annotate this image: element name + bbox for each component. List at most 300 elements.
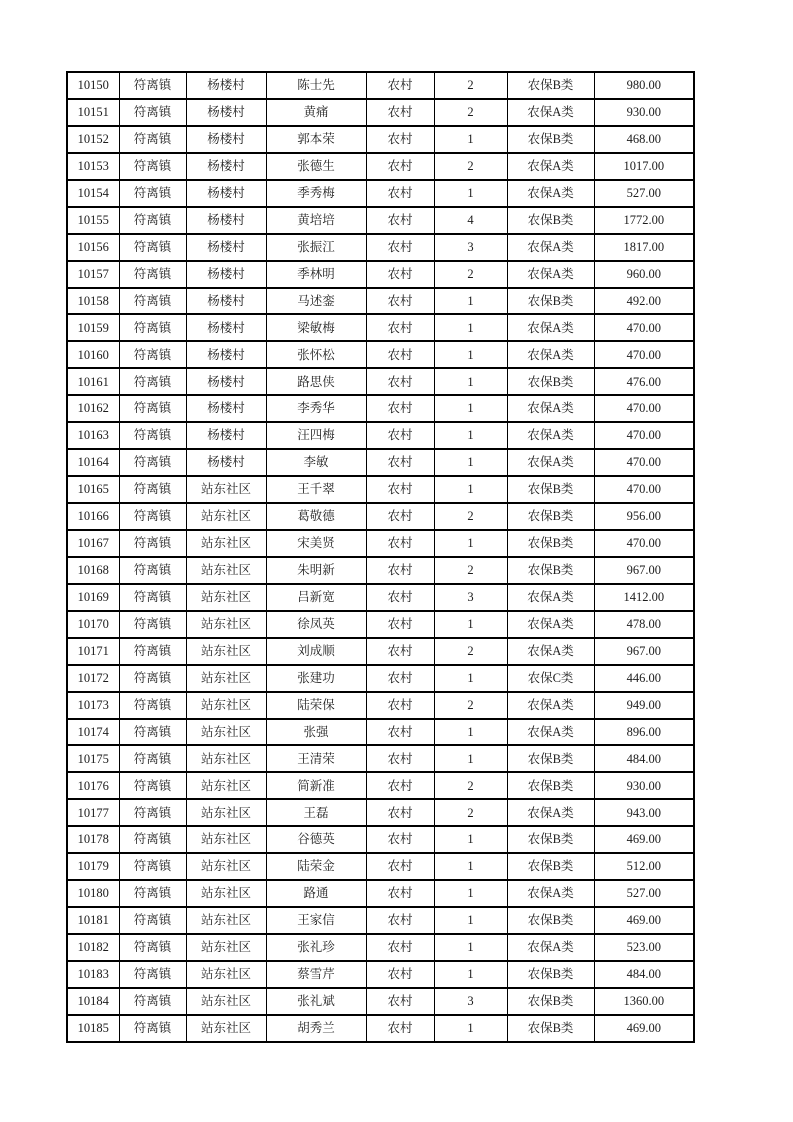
cell-record-id: 10176 xyxy=(67,772,119,799)
cell-insurance-type: 农保B类 xyxy=(507,745,594,772)
cell-village-name: 杨楼村 xyxy=(186,422,266,449)
table-row xyxy=(67,1015,694,1042)
table-row xyxy=(67,988,694,1015)
cell-person-name: 张德生 xyxy=(266,153,366,180)
cell-insurance-type: 农保B类 xyxy=(507,368,594,395)
cell-person-name: 张建功 xyxy=(266,665,366,692)
cell-insurance-type: 农保B类 xyxy=(507,530,594,557)
cell-village-name: 站东社区 xyxy=(186,745,266,772)
cell-record-id: 10182 xyxy=(67,934,119,961)
cell-residence-type: 农村 xyxy=(366,153,434,180)
cell-record-id: 10167 xyxy=(67,530,119,557)
cell-residence-type: 农村 xyxy=(366,961,434,988)
cell-amount: 967.00 xyxy=(594,557,694,584)
cell-town-name: 符离镇 xyxy=(119,826,186,853)
cell-insurance-type: 农保B类 xyxy=(507,207,594,234)
cell-record-id: 10159 xyxy=(67,314,119,341)
cell-person-count: 1 xyxy=(434,880,507,907)
cell-amount: 980.00 xyxy=(594,72,694,99)
cell-person-count: 1 xyxy=(434,126,507,153)
cell-person-name: 胡秀兰 xyxy=(266,1015,366,1042)
cell-record-id: 10184 xyxy=(67,988,119,1015)
cell-record-id: 10163 xyxy=(67,422,119,449)
table-row xyxy=(67,288,694,315)
cell-town-name: 符离镇 xyxy=(119,422,186,449)
cell-insurance-type: 农保A类 xyxy=(507,799,594,826)
cell-residence-type: 农村 xyxy=(366,799,434,826)
table-row xyxy=(67,261,694,288)
cell-person-count: 1 xyxy=(434,826,507,853)
cell-village-name: 杨楼村 xyxy=(186,72,266,99)
table-row xyxy=(67,719,694,746)
table-row xyxy=(67,153,694,180)
cell-person-count: 1 xyxy=(434,314,507,341)
cell-record-id: 10175 xyxy=(67,745,119,772)
cell-person-name: 王清荣 xyxy=(266,745,366,772)
cell-town-name: 符离镇 xyxy=(119,611,186,638)
cell-residence-type: 农村 xyxy=(366,988,434,1015)
cell-person-name: 王磊 xyxy=(266,799,366,826)
cell-record-id: 10162 xyxy=(67,395,119,422)
cell-residence-type: 农村 xyxy=(366,880,434,907)
table-row xyxy=(67,853,694,880)
cell-person-name: 葛敬德 xyxy=(266,503,366,530)
cell-village-name: 站东社区 xyxy=(186,880,266,907)
cell-residence-type: 农村 xyxy=(366,207,434,234)
table-row xyxy=(67,745,694,772)
cell-insurance-type: 农保B类 xyxy=(507,557,594,584)
cell-town-name: 符离镇 xyxy=(119,126,186,153)
cell-record-id: 10152 xyxy=(67,126,119,153)
cell-person-count: 3 xyxy=(434,988,507,1015)
cell-person-name: 陈士先 xyxy=(266,72,366,99)
cell-amount: 960.00 xyxy=(594,261,694,288)
cell-person-name: 简新准 xyxy=(266,772,366,799)
cell-person-count: 1 xyxy=(434,341,507,368)
table-row xyxy=(67,799,694,826)
cell-amount: 896.00 xyxy=(594,719,694,746)
cell-village-name: 站东社区 xyxy=(186,907,266,934)
cell-record-id: 10166 xyxy=(67,503,119,530)
cell-village-name: 站东社区 xyxy=(186,961,266,988)
cell-amount: 967.00 xyxy=(594,638,694,665)
cell-insurance-type: 农保B类 xyxy=(507,1015,594,1042)
cell-town-name: 符离镇 xyxy=(119,1015,186,1042)
table-row xyxy=(67,611,694,638)
cell-village-name: 站东社区 xyxy=(186,476,266,503)
cell-insurance-type: 农保A类 xyxy=(507,692,594,719)
cell-village-name: 站东社区 xyxy=(186,772,266,799)
cell-town-name: 符离镇 xyxy=(119,153,186,180)
cell-insurance-type: 农保A类 xyxy=(507,638,594,665)
cell-person-count: 1 xyxy=(434,422,507,449)
cell-person-count: 1 xyxy=(434,180,507,207)
cell-amount: 470.00 xyxy=(594,530,694,557)
cell-record-id: 10169 xyxy=(67,584,119,611)
cell-village-name: 站东社区 xyxy=(186,530,266,557)
cell-amount: 523.00 xyxy=(594,934,694,961)
cell-town-name: 符离镇 xyxy=(119,207,186,234)
cell-residence-type: 农村 xyxy=(366,72,434,99)
cell-insurance-type: 农保B类 xyxy=(507,503,594,530)
cell-village-name: 杨楼村 xyxy=(186,234,266,261)
cell-residence-type: 农村 xyxy=(366,99,434,126)
cell-amount: 956.00 xyxy=(594,503,694,530)
cell-village-name: 站东社区 xyxy=(186,503,266,530)
cell-town-name: 符离镇 xyxy=(119,907,186,934)
cell-town-name: 符离镇 xyxy=(119,180,186,207)
cell-record-id: 10173 xyxy=(67,692,119,719)
cell-person-count: 1 xyxy=(434,449,507,476)
cell-person-count: 2 xyxy=(434,692,507,719)
cell-village-name: 站东社区 xyxy=(186,988,266,1015)
cell-residence-type: 农村 xyxy=(366,557,434,584)
cell-insurance-type: 农保B类 xyxy=(507,126,594,153)
cell-insurance-type: 农保B类 xyxy=(507,907,594,934)
cell-person-name: 陆荣金 xyxy=(266,853,366,880)
cell-person-count: 3 xyxy=(434,234,507,261)
cell-amount: 1017.00 xyxy=(594,153,694,180)
table-row xyxy=(67,692,694,719)
cell-record-id: 10168 xyxy=(67,557,119,584)
cell-amount: 949.00 xyxy=(594,692,694,719)
table-row xyxy=(67,126,694,153)
cell-person-count: 2 xyxy=(434,261,507,288)
cell-insurance-type: 农保C类 xyxy=(507,665,594,692)
cell-town-name: 符离镇 xyxy=(119,530,186,557)
cell-town-name: 符离镇 xyxy=(119,314,186,341)
cell-record-id: 10165 xyxy=(67,476,119,503)
cell-insurance-type: 农保A类 xyxy=(507,934,594,961)
cell-person-count: 2 xyxy=(434,99,507,126)
cell-village-name: 站东社区 xyxy=(186,692,266,719)
cell-town-name: 符离镇 xyxy=(119,772,186,799)
cell-record-id: 10158 xyxy=(67,288,119,315)
cell-amount: 527.00 xyxy=(594,180,694,207)
cell-amount: 470.00 xyxy=(594,341,694,368)
cell-town-name: 符离镇 xyxy=(119,934,186,961)
cell-amount: 470.00 xyxy=(594,395,694,422)
cell-record-id: 10181 xyxy=(67,907,119,934)
table-row xyxy=(67,530,694,557)
cell-insurance-type: 农保B类 xyxy=(507,853,594,880)
cell-village-name: 站东社区 xyxy=(186,719,266,746)
table-row xyxy=(67,314,694,341)
cell-person-name: 路通 xyxy=(266,880,366,907)
cell-person-name: 季林明 xyxy=(266,261,366,288)
cell-amount: 512.00 xyxy=(594,853,694,880)
cell-town-name: 符离镇 xyxy=(119,880,186,907)
cell-person-count: 1 xyxy=(434,907,507,934)
cell-insurance-type: 农保B类 xyxy=(507,288,594,315)
cell-amount: 470.00 xyxy=(594,422,694,449)
cell-residence-type: 农村 xyxy=(366,395,434,422)
cell-village-name: 杨楼村 xyxy=(186,153,266,180)
cell-residence-type: 农村 xyxy=(366,180,434,207)
cell-amount: 469.00 xyxy=(594,826,694,853)
cell-person-count: 1 xyxy=(434,719,507,746)
cell-residence-type: 农村 xyxy=(366,665,434,692)
cell-person-count: 1 xyxy=(434,530,507,557)
table-row xyxy=(67,772,694,799)
cell-person-name: 季秀梅 xyxy=(266,180,366,207)
cell-town-name: 符离镇 xyxy=(119,261,186,288)
cell-person-count: 1 xyxy=(434,611,507,638)
cell-town-name: 符离镇 xyxy=(119,988,186,1015)
cell-insurance-type: 农保A类 xyxy=(507,449,594,476)
cell-residence-type: 农村 xyxy=(366,772,434,799)
table-row xyxy=(67,476,694,503)
cell-residence-type: 农村 xyxy=(366,422,434,449)
cell-person-name: 张强 xyxy=(266,719,366,746)
cell-insurance-type: 农保A类 xyxy=(507,395,594,422)
cell-town-name: 符离镇 xyxy=(119,557,186,584)
cell-person-name: 刘成顺 xyxy=(266,638,366,665)
cell-residence-type: 农村 xyxy=(366,745,434,772)
cell-village-name: 站东社区 xyxy=(186,826,266,853)
cell-residence-type: 农村 xyxy=(366,234,434,261)
cell-person-count: 2 xyxy=(434,153,507,180)
cell-town-name: 符离镇 xyxy=(119,799,186,826)
cell-record-id: 10154 xyxy=(67,180,119,207)
cell-person-count: 1 xyxy=(434,395,507,422)
cell-insurance-type: 农保A类 xyxy=(507,261,594,288)
cell-insurance-type: 农保A类 xyxy=(507,314,594,341)
cell-amount: 1360.00 xyxy=(594,988,694,1015)
cell-person-name: 梁敏梅 xyxy=(266,314,366,341)
cell-village-name: 站东社区 xyxy=(186,934,266,961)
cell-town-name: 符离镇 xyxy=(119,72,186,99)
cell-person-count: 1 xyxy=(434,368,507,395)
cell-person-count: 2 xyxy=(434,72,507,99)
cell-amount: 527.00 xyxy=(594,880,694,907)
cell-insurance-type: 农保A类 xyxy=(507,341,594,368)
cell-record-id: 10171 xyxy=(67,638,119,665)
cell-person-name: 黄痛 xyxy=(266,99,366,126)
cell-village-name: 站东社区 xyxy=(186,557,266,584)
table-row xyxy=(67,341,694,368)
cell-village-name: 站东社区 xyxy=(186,799,266,826)
cell-record-id: 10151 xyxy=(67,99,119,126)
cell-person-name: 马述銮 xyxy=(266,288,366,315)
cell-village-name: 杨楼村 xyxy=(186,180,266,207)
table-row xyxy=(67,180,694,207)
cell-person-name: 张怀松 xyxy=(266,341,366,368)
cell-record-id: 10157 xyxy=(67,261,119,288)
cell-amount: 484.00 xyxy=(594,745,694,772)
table-row xyxy=(67,961,694,988)
cell-record-id: 10172 xyxy=(67,665,119,692)
cell-person-name: 徐凤英 xyxy=(266,611,366,638)
cell-insurance-type: 农保B类 xyxy=(507,476,594,503)
cell-amount: 470.00 xyxy=(594,449,694,476)
cell-person-count: 1 xyxy=(434,961,507,988)
cell-amount: 468.00 xyxy=(594,126,694,153)
cell-person-name: 谷德英 xyxy=(266,826,366,853)
cell-residence-type: 农村 xyxy=(366,503,434,530)
cell-town-name: 符离镇 xyxy=(119,692,186,719)
cell-amount: 1817.00 xyxy=(594,234,694,261)
cell-town-name: 符离镇 xyxy=(119,341,186,368)
cell-insurance-type: 农保B类 xyxy=(507,826,594,853)
cell-person-count: 3 xyxy=(434,584,507,611)
cell-record-id: 10160 xyxy=(67,341,119,368)
cell-amount: 930.00 xyxy=(594,99,694,126)
cell-amount: 469.00 xyxy=(594,1015,694,1042)
cell-person-count: 2 xyxy=(434,772,507,799)
cell-person-name: 朱明新 xyxy=(266,557,366,584)
cell-residence-type: 农村 xyxy=(366,638,434,665)
cell-person-count: 2 xyxy=(434,638,507,665)
cell-residence-type: 农村 xyxy=(366,826,434,853)
cell-town-name: 符离镇 xyxy=(119,638,186,665)
cell-town-name: 符离镇 xyxy=(119,395,186,422)
cell-insurance-type: 农保A类 xyxy=(507,234,594,261)
cell-residence-type: 农村 xyxy=(366,341,434,368)
cell-insurance-type: 农保B类 xyxy=(507,72,594,99)
cell-record-id: 10161 xyxy=(67,368,119,395)
cell-person-name: 李敏 xyxy=(266,449,366,476)
cell-insurance-type: 农保B类 xyxy=(507,961,594,988)
cell-town-name: 符离镇 xyxy=(119,476,186,503)
cell-person-count: 1 xyxy=(434,288,507,315)
cell-person-count: 1 xyxy=(434,745,507,772)
table-body xyxy=(67,72,694,1042)
cell-town-name: 符离镇 xyxy=(119,288,186,315)
cell-village-name: 站东社区 xyxy=(186,611,266,638)
cell-record-id: 10179 xyxy=(67,853,119,880)
table-row xyxy=(67,503,694,530)
table-row xyxy=(67,638,694,665)
cell-village-name: 杨楼村 xyxy=(186,99,266,126)
cell-town-name: 符离镇 xyxy=(119,719,186,746)
table-row xyxy=(67,99,694,126)
cell-town-name: 符离镇 xyxy=(119,961,186,988)
cell-person-count: 1 xyxy=(434,853,507,880)
cell-record-id: 10180 xyxy=(67,880,119,907)
cell-record-id: 10153 xyxy=(67,153,119,180)
cell-person-count: 2 xyxy=(434,799,507,826)
cell-insurance-type: 农保A类 xyxy=(507,180,594,207)
cell-town-name: 符离镇 xyxy=(119,368,186,395)
cell-residence-type: 农村 xyxy=(366,934,434,961)
cell-insurance-type: 农保A类 xyxy=(507,880,594,907)
cell-person-name: 王家信 xyxy=(266,907,366,934)
cell-record-id: 10183 xyxy=(67,961,119,988)
cell-village-name: 站东社区 xyxy=(186,638,266,665)
cell-residence-type: 农村 xyxy=(366,126,434,153)
cell-village-name: 站东社区 xyxy=(186,853,266,880)
cell-amount: 1772.00 xyxy=(594,207,694,234)
cell-person-name: 黄培培 xyxy=(266,207,366,234)
cell-insurance-type: 农保A类 xyxy=(507,719,594,746)
cell-residence-type: 农村 xyxy=(366,288,434,315)
cell-amount: 469.00 xyxy=(594,907,694,934)
table-row xyxy=(67,422,694,449)
cell-residence-type: 农村 xyxy=(366,314,434,341)
cell-record-id: 10174 xyxy=(67,719,119,746)
cell-amount: 478.00 xyxy=(594,611,694,638)
cell-village-name: 站东社区 xyxy=(186,584,266,611)
cell-residence-type: 农村 xyxy=(366,719,434,746)
cell-person-count: 4 xyxy=(434,207,507,234)
cell-person-count: 1 xyxy=(434,476,507,503)
table-row xyxy=(67,368,694,395)
cell-insurance-type: 农保A类 xyxy=(507,153,594,180)
insurance-roster-table xyxy=(66,71,695,1043)
cell-residence-type: 农村 xyxy=(366,611,434,638)
cell-village-name: 杨楼村 xyxy=(186,395,266,422)
cell-village-name: 杨楼村 xyxy=(186,368,266,395)
cell-insurance-type: 农保A类 xyxy=(507,611,594,638)
cell-record-id: 10156 xyxy=(67,234,119,261)
cell-person-name: 张礼珍 xyxy=(266,934,366,961)
cell-amount: 484.00 xyxy=(594,961,694,988)
cell-residence-type: 农村 xyxy=(366,449,434,476)
cell-residence-type: 农村 xyxy=(366,368,434,395)
cell-village-name: 杨楼村 xyxy=(186,126,266,153)
cell-village-name: 杨楼村 xyxy=(186,288,266,315)
cell-insurance-type: 农保A类 xyxy=(507,584,594,611)
cell-person-name: 宋美贤 xyxy=(266,530,366,557)
table-row xyxy=(67,665,694,692)
cell-record-id: 10177 xyxy=(67,799,119,826)
cell-town-name: 符离镇 xyxy=(119,234,186,261)
cell-village-name: 站东社区 xyxy=(186,1015,266,1042)
cell-record-id: 10170 xyxy=(67,611,119,638)
cell-village-name: 站东社区 xyxy=(186,665,266,692)
cell-residence-type: 农村 xyxy=(366,476,434,503)
table-row xyxy=(67,557,694,584)
table-row xyxy=(67,449,694,476)
table-row xyxy=(67,584,694,611)
cell-amount: 492.00 xyxy=(594,288,694,315)
cell-person-count: 2 xyxy=(434,557,507,584)
cell-person-name: 李秀华 xyxy=(266,395,366,422)
cell-village-name: 杨楼村 xyxy=(186,261,266,288)
cell-person-count: 1 xyxy=(434,934,507,961)
cell-town-name: 符离镇 xyxy=(119,99,186,126)
cell-town-name: 符离镇 xyxy=(119,853,186,880)
cell-person-name: 路思侠 xyxy=(266,368,366,395)
cell-residence-type: 农村 xyxy=(366,907,434,934)
cell-amount: 476.00 xyxy=(594,368,694,395)
cell-insurance-type: 农保B类 xyxy=(507,772,594,799)
cell-residence-type: 农村 xyxy=(366,1015,434,1042)
cell-amount: 943.00 xyxy=(594,799,694,826)
cell-person-name: 张振江 xyxy=(266,234,366,261)
cell-town-name: 符离镇 xyxy=(119,584,186,611)
table-row xyxy=(67,880,694,907)
cell-person-count: 1 xyxy=(434,1015,507,1042)
cell-village-name: 杨楼村 xyxy=(186,207,266,234)
cell-town-name: 符离镇 xyxy=(119,503,186,530)
cell-person-name: 吕新宽 xyxy=(266,584,366,611)
cell-residence-type: 农村 xyxy=(366,261,434,288)
table-row xyxy=(67,234,694,261)
cell-amount: 470.00 xyxy=(594,314,694,341)
cell-village-name: 杨楼村 xyxy=(186,341,266,368)
cell-record-id: 10155 xyxy=(67,207,119,234)
table-row xyxy=(67,934,694,961)
cell-insurance-type: 农保B类 xyxy=(507,988,594,1015)
cell-record-id: 10185 xyxy=(67,1015,119,1042)
cell-residence-type: 农村 xyxy=(366,853,434,880)
cell-amount: 930.00 xyxy=(594,772,694,799)
table-row xyxy=(67,395,694,422)
cell-residence-type: 农村 xyxy=(366,692,434,719)
cell-amount: 470.00 xyxy=(594,476,694,503)
